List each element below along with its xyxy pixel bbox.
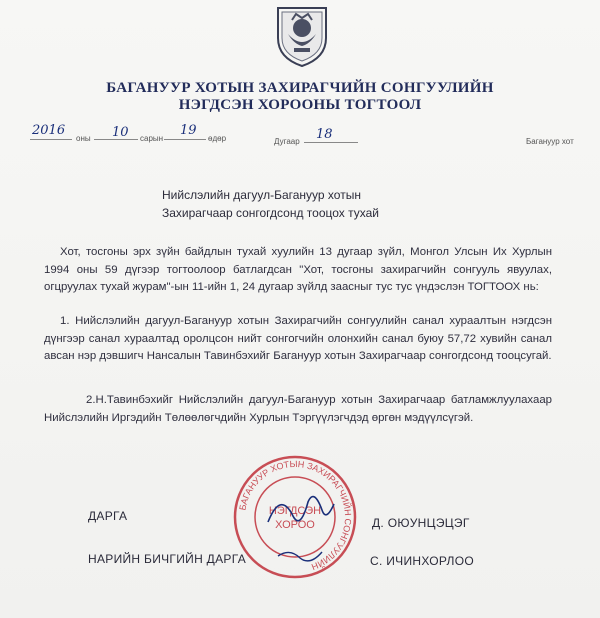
date-year-label: оны [76, 134, 91, 143]
header-line-1: БАГАНУУР ХОТЫН ЗАХИРАГЧИЙН СОНГУУЛИЙН [106, 80, 494, 96]
chair-title: ДАРГА [88, 509, 128, 523]
secretary-title: НАРИЙН БИЧГИЙН ДАРГА [88, 552, 247, 566]
date-month-label: сарын [140, 134, 164, 143]
preamble-paragraph: Хот, тосгоны эрх зүйн байдлын тухай хуулийн 13 дугаар зүйл, Монгол Улсын Их Хурлын 1994 оны 59 дүгээр тогтоолоор батлагдсан "Хот, тосгоны захирагчийн сонгууль явуулах, огцруулах тухай журам"-ын 11-ийн 1, 24 дугаар зүйлд заасныг тус тус үндэслэн ТОГТООХ нь: [44, 246, 552, 293]
place: Багануур хот [526, 137, 574, 146]
date-day: 19 [180, 123, 197, 138]
stamp-center-1: НЭГДСЭН [268, 505, 322, 517]
official-stamp [230, 452, 360, 582]
secretary-name: С. ИЧИНХОРЛОО [370, 554, 474, 568]
date-month: 10 [112, 125, 129, 140]
header-line-2: НЭГДСЭН ХОРООНЫ ТОГТООЛ [178, 97, 422, 113]
stamp-ring-text: БАГАНУУР ХОТЫН ЗАХИРАГЧИЙН СОНГУУЛИЙН [237, 458, 354, 573]
subject-line-2: Захирагчаар сонгогдсонд тооцох тухай [162, 206, 379, 220]
number-label: Дугаар [274, 137, 300, 146]
stamp-center-2: ХОРОО [275, 519, 315, 531]
decision-number: 18 [316, 127, 333, 142]
date-day-label: өдөр [208, 134, 227, 143]
item-1-paragraph: 1. Нийслэлийн дагуул-Багануур хотын Захирагчийн сонгуулийн санал хураалтын нэгдсэн дүнгээр санал хураалтад оролцсон нийт сонгогчийн олонхийн санал буюу 57,72 хувийн санал авсан нэр дэвшигч Нансалын Тавинбэхийг Багануур хотын Захирагчаар сонгогдсонд тооцсугай. [44, 315, 552, 362]
subject-line-1: Нийслэлийн дагуул-Багануур хотын [162, 188, 361, 202]
date-year: 2016 [32, 123, 66, 138]
date-line [30, 123, 590, 157]
emblem-icon [274, 4, 330, 68]
item-2-paragraph: 2.Н.Тавинбэхийг Нийслэлийн дагуул-Багануур хотын Захирагчаар батламжлуулахаар Нийслэлийн Иргэдийн Төлөөлөгчдийн Хурлын Тэргүүлэгчдэд өргөн мэдүүлсүгэй. [44, 394, 552, 424]
chair-name: Д. ОЮУНЦЭЦЭГ [372, 516, 470, 530]
